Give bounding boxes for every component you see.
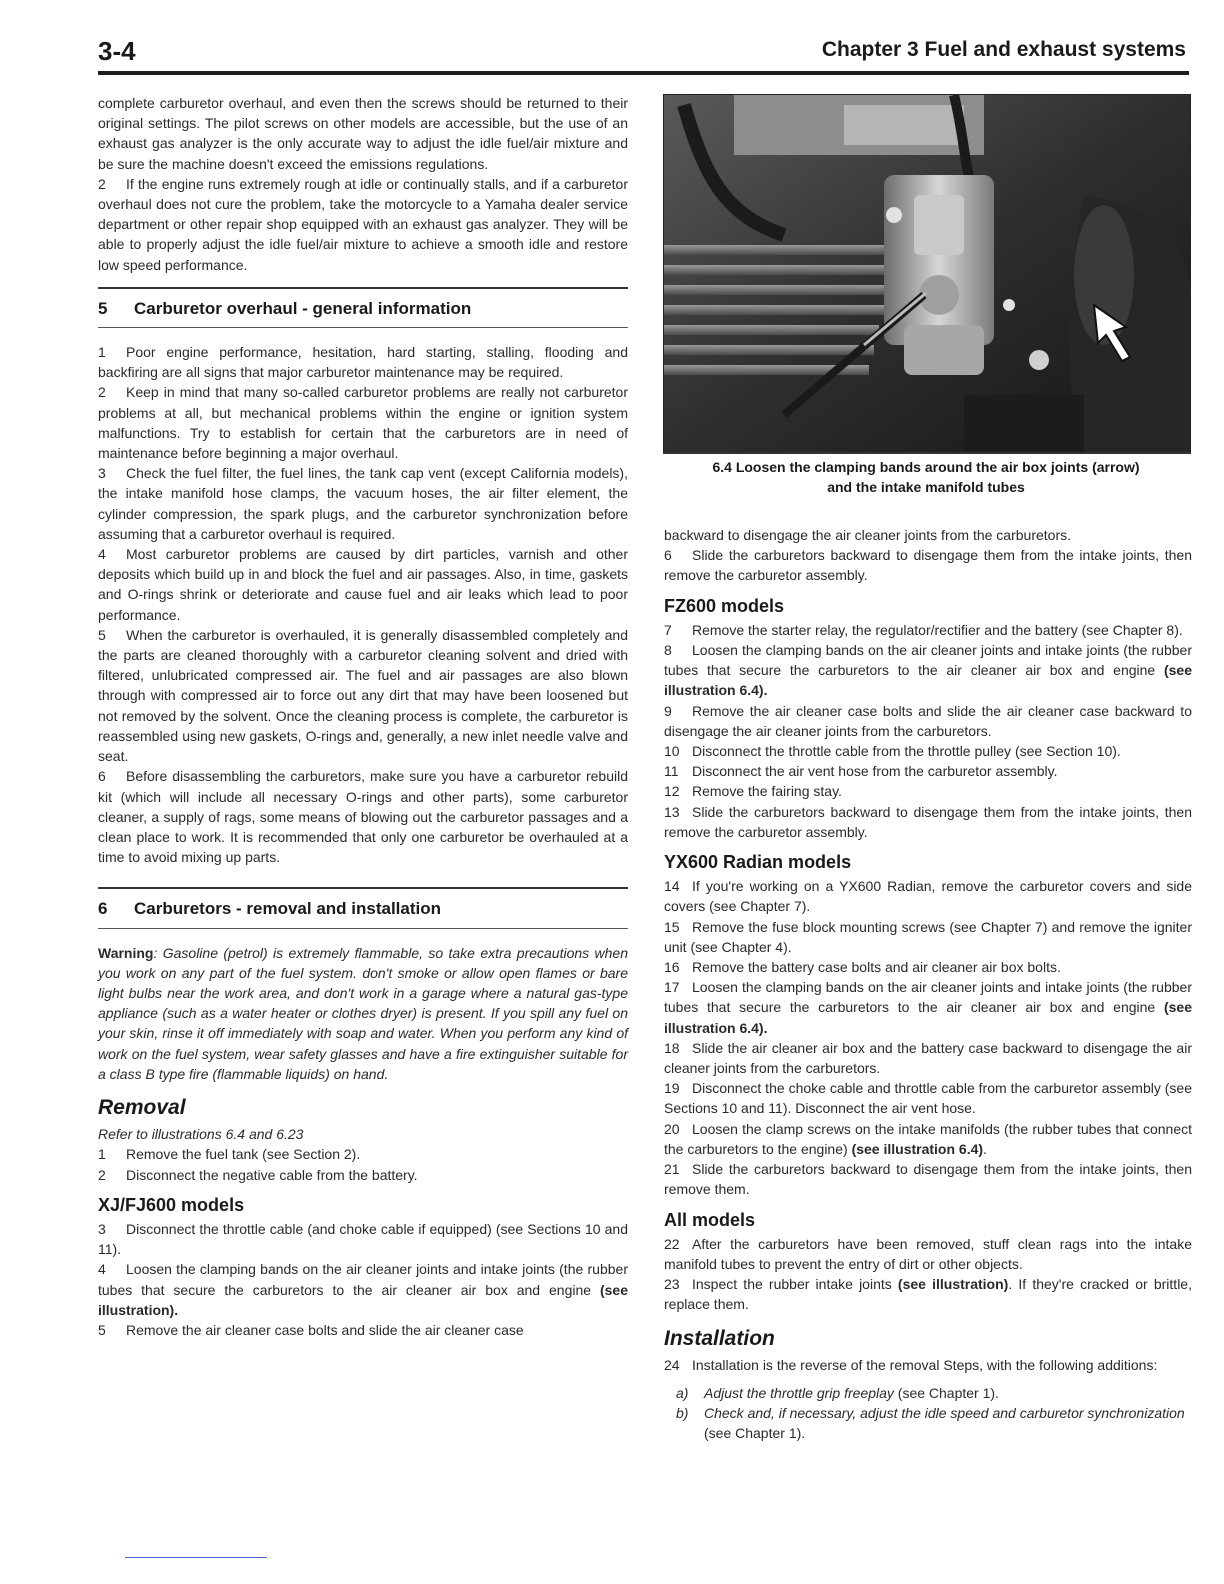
section-rule bbox=[98, 327, 628, 328]
header-rule bbox=[98, 71, 1189, 75]
xj-step-5: 5 Remove the air cleaner case bolts and slide the air cleaner case bbox=[98, 1321, 524, 1338]
carburetor-photo bbox=[663, 94, 1191, 454]
bottom-link-underline bbox=[125, 1557, 267, 1558]
right-column bbox=[664, 525, 1192, 1444]
fz-step-12: 12 Remove the fairing stay. bbox=[664, 783, 842, 800]
fz-step-13: 13 Slide the carburetors backward to disengage them from the intake joints, then remove the carburetor assembly. bbox=[664, 803, 1192, 840]
carburetor-photo-graphic bbox=[664, 95, 1190, 453]
all-models-heading: All models bbox=[664, 1209, 756, 1230]
photo-caption bbox=[663, 457, 1189, 497]
fz-step-11: 11 Disconnect the air vent hose from the carburetor assembly. bbox=[664, 763, 1058, 780]
step-6: 6 Slide the carburetors backward to disengage them from the intake joints, then remove the carburetor assembly. bbox=[664, 547, 1192, 584]
section-5-heading bbox=[98, 287, 628, 328]
yx-step-15: 15 Remove the fuse block mounting screws (see Chapter 7) and remove the igniter unit (see Chapter 4). bbox=[664, 918, 1192, 955]
yx-step-19: 19 Disconnect the choke cable and throttle cable from the carburetor assembly (see Sections 10 and 11). Disconnect the air vent hose. bbox=[664, 1080, 1192, 1117]
refer-illustrations: Refer to illustrations 6.4 and 6.23 bbox=[98, 1126, 304, 1143]
all-step-22: 22 After the carburetors have been removed, stuff clean rags into the intake manifold tubes to prevent the entry of dirt or other objects. bbox=[664, 1235, 1192, 1272]
removal-step-1: 1 Remove the fuel tank (see Section 2). bbox=[98, 1146, 361, 1163]
xj-step-3: 3 Disconnect the throttle cable (and choke cable if equipped) (see Sections 10 and 11). bbox=[98, 1220, 628, 1258]
yx-step-17: 17 Loosen the clamping bands on the air cleaner joints and intake joints (the rubber tubes that secure the carburetors to the air cleaner air box and engine (see illustration 6.4). bbox=[664, 979, 1192, 1036]
left-column bbox=[98, 93, 628, 1340]
fuel-warning: Warning: Gasoline (petrol) is extremely flammable, so take extra precautions when you work on any part of the fuel system. don't smoke or allow open flames or bare light bulbs near the work area, and don't work in a garage where a natural gas-type appliance (such as a water heater or clothes dryer) is present. If you spill any fuel on your skin, rinse it off immediately with soap and water. When you perform any kind of work on the fuel system, wear safety glasses and have a fire extinguisher suitable for a class B type fire (flammable liquids) on hand. bbox=[98, 944, 628, 1082]
fz-step-7: 7 Remove the starter relay, the regulator/rectifier and the battery (see Chapter 8). bbox=[664, 621, 1183, 638]
fz-step-9: 9 Remove the air cleaner case bolts and slide the air cleaner case backward to disengage the air cleaner joints from the carburetors. bbox=[664, 702, 1192, 739]
intro-paragraph: complete carburetor overhaul, and even then the screws should be returned to their original settings. The pilot screws on other models are accessible, but the use of an exhaust gas analyzer is the only accurate way to adjust the idle fuel/air mixture and be sure the machine doesn't exceed the emissions regulations. bbox=[98, 95, 628, 172]
caption-line-2: and the intake manifold tubes bbox=[827, 479, 1025, 495]
yx-step-14: 14 If you're working on a YX600 Radian, remove the carburetor covers and side covers (see Chapter 7). bbox=[664, 878, 1192, 915]
s5-step-3: 3 Check the fuel filter, the fuel lines, the tank cap vent (except California models), the intake manifold hose clamps, the vacuum hoses, the air filter element, the cylinder compression, the spark plugs, and the carburetor synchronization before assuming that a carburetor overhaul is required. bbox=[98, 465, 628, 542]
yx600-heading: YX600 Radian models bbox=[664, 852, 852, 873]
yx-step-18: 18 Slide the air cleaner air box and the battery case backward to disengage the air cleaner joints from the carburetors. bbox=[664, 1039, 1192, 1077]
xj-fj600-heading: XJ/FJ600 models bbox=[98, 1194, 245, 1215]
yx-step-16: 16 Remove the battery case bolts and air cleaner air box bolts. bbox=[664, 959, 1061, 976]
page-number: 3-4 bbox=[98, 36, 136, 66]
removal-heading: Removal bbox=[98, 1095, 186, 1119]
s5-step-5: 5 When the carburetor is overhauled, it is generally disassembled completely and the parts are cleaned thoroughly with a carburetor cleaning solvent and dried with filtered, unlubricated compressed air. The fuel and air passages are also blown through with compressed air to force out any dirt that may have been loosened but not removed by the solvent. Once the cleaning process is complete, the carburetor is reassembled using new gaskets, O-rings and, generally, a new inlet needle valve and seat. bbox=[98, 626, 628, 765]
section-6-heading bbox=[98, 887, 628, 928]
section-rule bbox=[98, 928, 628, 929]
installation-heading: Installation bbox=[664, 1326, 775, 1350]
fz-step-8: 8 Loosen the clamping bands on the air cleaner joints and intake joints (the rubber tubes that secure the carburetors to the air cleaner air box and engine (see illustration 6.4). bbox=[664, 642, 1192, 699]
page-header bbox=[98, 36, 1188, 72]
continuation-text: backward to disengage the air cleaner joints from the carburetors. bbox=[664, 527, 1071, 543]
intro-step-2: 2 If the engine runs extremely rough at idle or continually stalls, and if a carburetor overhaul does not cure the problem, take the motorcycle to a Yamaha dealer service department or other repair shop equipped with an exhaust gas analyzer. They will be able to properly adjust the idle fuel/air mixture to achieve a smooth idle and restore low speed performance. bbox=[98, 175, 628, 273]
install-step-24: 24 Installation is the reverse of the removal Steps, with the following additions: bbox=[664, 1356, 1158, 1373]
caption-line-1: 6.4 Loosen the clamping bands around the air box joints (arrow) bbox=[712, 459, 1140, 475]
removal-step-2: 2 Disconnect the negative cable from the battery. bbox=[98, 1166, 418, 1183]
all-step-23: 23 Inspect the rubber intake joints (see illustration). If they're cracked or brittle, replace them. bbox=[664, 1276, 1192, 1313]
s5-step-4: 4 Most carburetor problems are caused by dirt particles, varnish and other deposits which build up in and block the fuel and air passages. Also, in time, gaskets and O-rings shrink or deteriorate and cause fuel and air leaks which lead to poor performance. bbox=[98, 546, 628, 623]
chapter-title: Chapter 3 Fuel and exhaust systems bbox=[821, 38, 1186, 61]
s5-step-1: 1 Poor engine performance, hesitation, hard starting, stalling, flooding and backfiring are all signs that major carburetor maintenance may be required. bbox=[98, 344, 628, 381]
s5-step-2: 2 Keep in mind that many so-called carburetor problems are really not carburetor problems at all, but mechanical problems within the engine or ignition system malfunctions. Try to establish for certain that the carburetors are in need of maintenance before beginning a major overhaul. bbox=[98, 384, 628, 462]
yx-step-20: 20 Loosen the clamp screws on the intake manifolds (the rubber tubes that connect the carburetors to the engine) (see illustration 6.4). bbox=[664, 1120, 1192, 1157]
section-title: 6 Carburetors - removal and installation bbox=[98, 899, 442, 919]
fz-step-10: 10 Disconnect the throttle cable from the throttle pulley (see Section 10). bbox=[664, 743, 1121, 760]
s5-step-6: 6 Before disassembling the carburetors, make sure you have a carburetor rebuild kit (which will include all necessary O-rings and other parts), some carburetor cleaner, a supply of rags, some means of blowing out the carburetor passages and a clean place to work. It is recommended that only one carburetor be overhauled at a time to avoid mixing up parts. bbox=[98, 768, 628, 866]
xj-step-4: 4 Loosen the clamping bands on the air cleaner joints and intake joints (the rubber tubes that secure the carburetors to the air cleaner air box and engine (see illustration). bbox=[98, 1261, 628, 1318]
section-title: 5 Carburetor overhaul - general information bbox=[98, 298, 472, 318]
install-sub-list bbox=[664, 1383, 1192, 1444]
install-sub-item-a: a) Adjust the throttle grip freeplay (see Chapter 1). bbox=[676, 1384, 999, 1401]
fz600-heading: FZ600 models bbox=[664, 595, 785, 616]
yx-step-21: 21 Slide the carburetors backward to disengage them from the intake joints, then remove them. bbox=[664, 1161, 1192, 1198]
install-sub-item-b: b) Check and, if necessary, adjust the idle speed and carburetor synchronization (see Chapter 1). bbox=[676, 1405, 1185, 1442]
caption-rule bbox=[663, 452, 1191, 454]
